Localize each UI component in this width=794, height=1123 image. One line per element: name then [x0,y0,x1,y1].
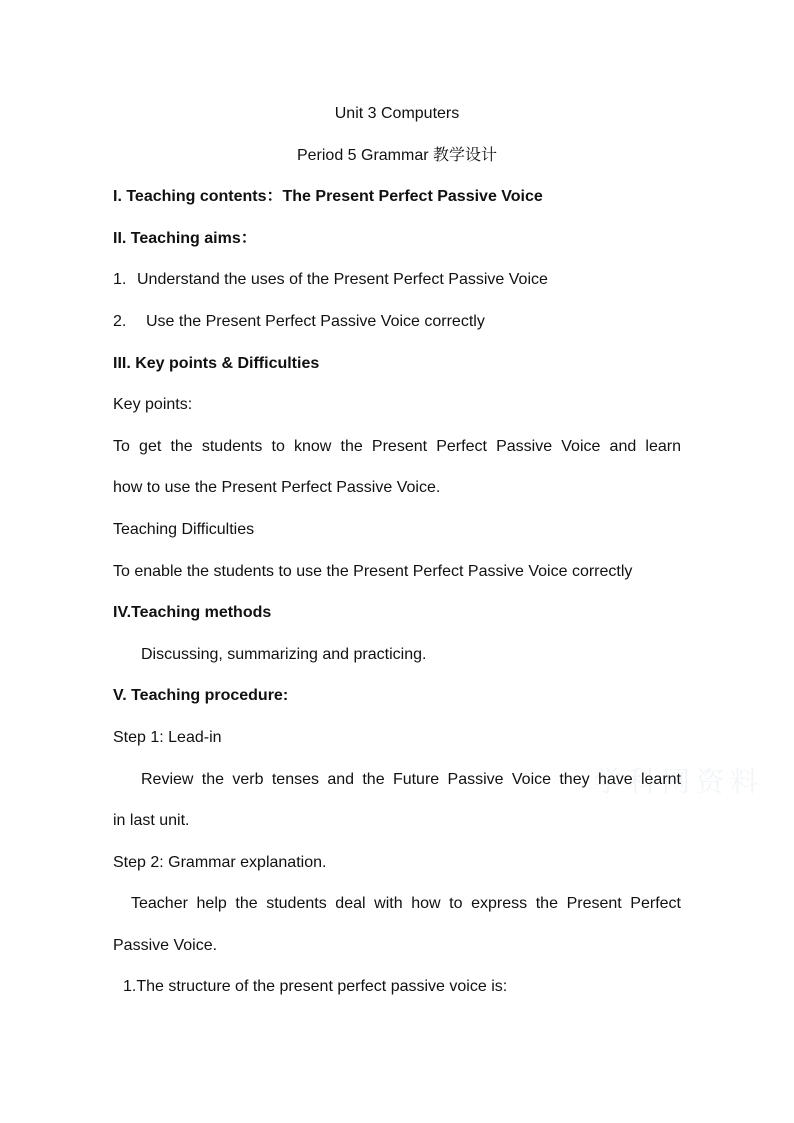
step2-label: Step 2: Grammar explanation. [113,853,327,871]
structure-line: 1.The structure of the present perfect passive voice is: [123,978,508,996]
aim-item-text: Use the Present Perfect Passive Voice correctly [146,312,485,330]
methods-text: Discussing, summarizing and practicing. [141,645,427,663]
step1-text-line-1: Review the verb tenses and the Future Passive Voice they have learnt [141,770,681,788]
aim-item-number: 1. [113,271,127,289]
aim-item-1 [113,270,681,290]
step2-text-line-2: Passive Voice. [113,936,218,954]
section-teaching-contents: I. Teaching contents：The Present Perfect Passive Voice [113,188,543,206]
aim-item-2 [113,312,681,332]
document-body [113,104,681,997]
step2-text-line-1: Teacher help the students deal with how to express the Present Perfect [131,895,681,913]
watermark: 学科网资料 [594,765,765,798]
aim-item-number: 2. [113,312,127,330]
aim-item-text: Understand the uses of the Present Perfect Passive Voice [137,271,548,289]
key-points-text-line-2: how to use the Present Perfect Passive Voice. [113,479,441,497]
step1-text-line-2: in last unit. [113,812,190,830]
step1-label: Step 1: Lead-in [113,728,222,746]
document-subtitle: Period 5 Grammar 教学设计 [296,146,498,164]
key-points-text-line-1: To get the students to know the Present Perfect Passive Voice and learn [113,437,681,455]
difficulties-label: Teaching Difficulties [113,520,255,538]
difficulties-text: To enable the students to use the Present Perfect Passive Voice correctly [113,562,633,580]
section-teaching-methods: IV.Teaching methods [113,604,272,622]
key-points-label: Key points: [113,396,193,414]
section-key-points: III. Key points & Difficulties [113,354,320,372]
section-teaching-aims: II. Teaching aims： [113,229,257,247]
section-teaching-procedure: V. Teaching procedure: [113,687,289,705]
document-title: Unit 3 Computers [334,105,460,122]
